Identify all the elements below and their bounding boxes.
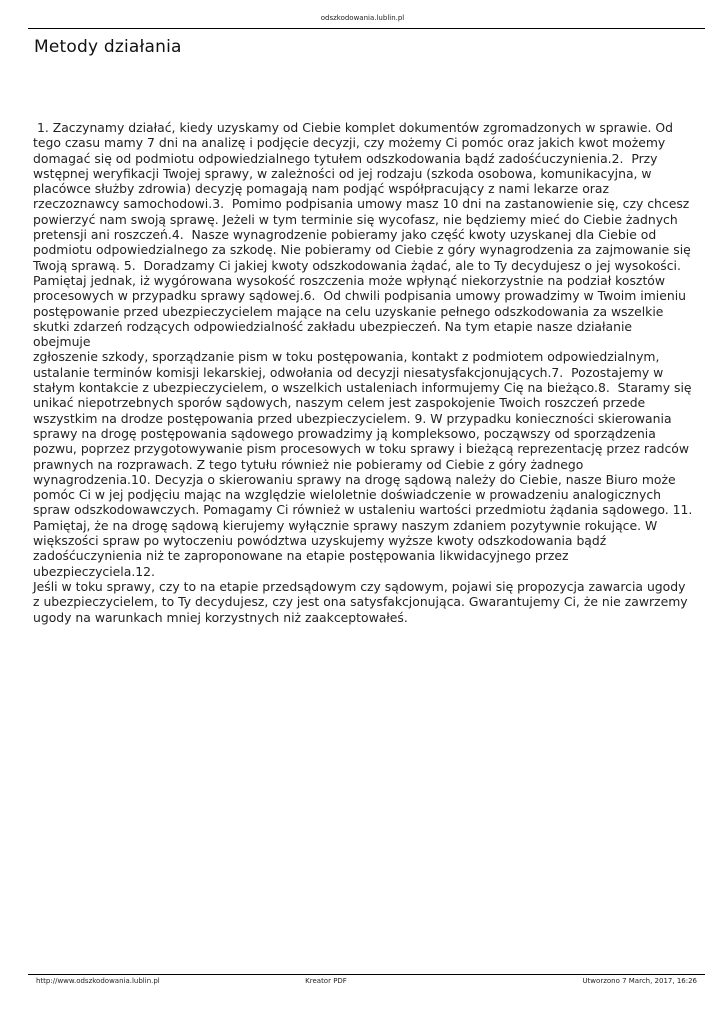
header-site-url: odszkodowania.lublin.pl bbox=[320, 14, 405, 22]
footer-generator: Kreator PDF bbox=[305, 977, 347, 985]
footer-divider bbox=[28, 974, 705, 975]
page-title: Metody działania bbox=[34, 37, 182, 57]
body-text: 1. Zaczynamy działać, kiedy uzyskamy od Ciebie komplet dokumentów zgromadzonych w sprawie. Od tego czasu mamy 7 dni na analizę i podjęcie decyzji, czy możemy Ci pomóc oraz jakich kwot możemy domagać się od podmiotu odpowiedzialnego tytułem odszkodowania bądź zadośćuczynienia.2. Przy wstępnej weryfikacji Twojej sprawy, w zależności od jej rodzaju (szkoda osobowa, komunikacyjna, w placówce służby zdrowia) decyzję pomagają nam podjąć współpracujący z nami lekarze oraz rzeczoznawcy samochodowi.3. Pomimo podpisania umowy masz 10 dni na zastanowienie się, czy chcesz powierzyć nam swoją sprawę. Jeżeli w tym terminie się wycofasz, nie będziemy mieć do Ciebie żadnych pretensji ani roszczeń.4. Nasze wynagrodzenie pobieramy jako część kwoty uzyskanej dla Ciebie od podmiotu odpowiedzialnego za szkodę. Nie pobieramy od Ciebie z góry wynagrodzenia za zajmowanie się Twoją sprawą. 5. Doradzamy Ci jakiej kwoty odszkodowania żądać, ale to Ty decydujesz o jej wysokości. Pamiętaj jednak, iż wygórowana wysokość roszczenia może wpłynąć niekorzystnie na podział kosztów procesowych w przypadku sprawy sądowej.6. Od chwili podpisania umowy prowadzimy w Twoim imieniu postępowanie przed ubezpieczycielem mające na celu uzyskanie pełnego odszkodowania za wszelkie skutki zdarzeń rodzących odpowiedzialność zakładu ubezpieczeń. Na tym etapie nasze działanie obejmuje zgłoszenie szkody, sporządzanie pism w toku postępowania, kontakt z podmiotem odpowiedzialnym, ustalanie terminów komisji lekarskiej, odwołania od decyzji niesatysfakcjonujących.7. Pozostajemy w stałym kontakcie z ubezpieczycielem, o wszelkich ustaleniach informujemy Cię na bieżąco.8. Staramy się unikać niepotrzebnych sporów sądowych, naszym celem jest zaspokojenie Twoich roszczeń przede wszystkim na drodze postępowania przed ubezpieczycielem. 9. W przypadku konieczności skierowania sprawy na drogę postępowania sądowego prowadzimy ją kompleksowo, począwszy od sporządzenia pozwu, poprzez przygotowywanie pism procesowych w toku sprawy i bieżącą reprezentację przez radców prawnych na rozprawach. Z tego tytułu również nie pobieramy od Ciebie z góry żadnego wynagrodzenia.10. Decyzja o skierowaniu sprawy na drogę sądową należy do Ciebie, nasze Biuro może pomóc Ci w jej podjęciu mając na względzie wieloletnie doświadczenie w prowadzeniu analogicznych spraw odszkodowawczych. Pomagamy Ci również w ustaleniu wartości przedmiotu żądania sądowego. 11. Pamiętaj, że na drogę sądową kierujemy wyłącznie sprawy naszym zdaniem pozytywnie rokujące. W większości spraw po wytoczeniu powództwa uzyskujemy wyższe kwoty odszkodowania bądź zadośćuczynienia niż te zaproponowane na etapie postępowania likwidacyjnego przez ubezpieczyciela.12. Jeśli w toku sprawy, czy to na etapie przedsądowym czy sądowym, pojawi się propozycja zawarcia ugody z ubezpieczycielem, to Ty decydujesz, czy jest ona satysfakcjonująca. Gwarantujemy Ci, że nie zawrzemy ugody na warunkach mniej korzystnych niż zaakceptowałeś. bbox=[33, 120, 693, 625]
footer-created-date: Utworzono 7 March, 2017, 16:26 bbox=[582, 977, 697, 985]
footer-site-link[interactable]: http://www.odszkodowania.lublin.pl bbox=[36, 977, 160, 985]
header-divider bbox=[28, 28, 705, 29]
